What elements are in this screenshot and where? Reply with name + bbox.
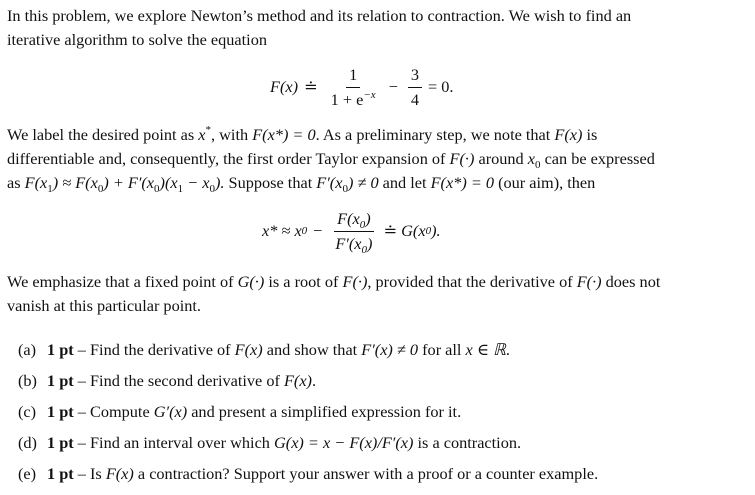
taylor-paragraph (7, 123, 747, 195)
p2-math: ) ≠ 0 (347, 173, 379, 192)
eq2-lhs: x* ≈ x (262, 221, 302, 240)
p2-text: (our aim), then (494, 173, 596, 192)
part-label: (a) (18, 340, 37, 359)
p2-math: ) ≈ F(x (52, 173, 98, 192)
question-parts-list (18, 339, 598, 494)
p2-math: F′(x (316, 173, 343, 192)
part-math: F′(x) ≠ 0 (361, 340, 419, 359)
p3-text: We emphasize that a fixed point of (7, 272, 238, 291)
part-math: F(x) (234, 340, 263, 359)
eq2-minus: − (313, 221, 323, 240)
p2-text: is (582, 125, 598, 144)
part-c (18, 401, 598, 432)
p2-math: x (527, 149, 535, 168)
taylor-text (7, 123, 747, 195)
p3-text: does not (601, 272, 661, 291)
eq1-frac1-denominator (328, 88, 379, 110)
part-text: – Compute (73, 402, 154, 421)
eq1-fraction-2 (408, 65, 422, 110)
p2-text: can be expressed (540, 149, 655, 168)
part-text: for all (418, 340, 466, 359)
p2-text: . As a preliminary step, we note that (315, 125, 555, 144)
eq1-frac2-denominator: 4 (410, 89, 420, 109)
eq2-num: F(x (337, 208, 360, 228)
part-math: G′(x) (153, 402, 188, 421)
p3-text: vanish at this particular point. (7, 296, 201, 315)
p2-math: F(·) (449, 149, 475, 168)
p3-math: G(·) (237, 272, 265, 291)
eq2-num-end: ) (365, 208, 371, 228)
p2-text: differentiable and, consequently, the first order Taylor expansion of (7, 149, 450, 168)
part-text: . (505, 340, 510, 359)
p2-math: F(x (24, 173, 48, 192)
part-a (18, 339, 598, 370)
part-text: is a contraction. (413, 433, 522, 452)
part-label: (b) (18, 371, 37, 390)
p2-text: as (7, 173, 25, 192)
eq2-rhs: ≐ G(x (383, 221, 426, 240)
part-points: 1 pt (47, 402, 74, 421)
part-points: 1 pt (47, 371, 74, 390)
eq1-fraction-1 (328, 65, 379, 110)
eq1-lhs: F(x) (270, 77, 299, 96)
part-math: F(x) (283, 371, 312, 390)
p2-text: and let (378, 173, 431, 192)
part-math: G(x) = x − F(x)/F′(x) (274, 433, 414, 452)
part-text: and present a simplified expression for it. (187, 402, 462, 421)
part-e (18, 463, 598, 494)
eq1-frac1-den-exp: −x (363, 88, 376, 101)
p2-text: around (474, 149, 528, 168)
part-label: (e) (18, 464, 37, 483)
p3-math: F(·) (576, 272, 602, 291)
problem-text (7, 4, 747, 52)
p2-math: F(x) (554, 125, 583, 144)
eq2-denominator (332, 232, 375, 254)
eq1-frac1-numerator: 1 (346, 65, 360, 88)
p2-sub: 0 (154, 183, 160, 195)
eq2-num-sub: 0 (359, 218, 366, 231)
part-text: . (311, 371, 317, 390)
p2-math: (x*) = 0 (262, 125, 316, 144)
eq1-frac1-den-base: 1 + e (330, 89, 364, 109)
p2-sub: 1 (177, 183, 184, 195)
intro-line-2: iterative algorithm to solve the equation (7, 30, 267, 49)
eq1-rhs: = 0. (428, 77, 454, 96)
p2-text: Suppose that (224, 173, 317, 192)
part-label: (c) (18, 402, 37, 421)
part-points: 1 pt (47, 340, 74, 359)
eq2-den: F′(x (335, 233, 362, 253)
p2-math: )(x (159, 173, 178, 192)
part-label: (d) (18, 433, 37, 452)
p3-text: , provided that the derivative of (367, 272, 577, 291)
p2-math: x (198, 125, 206, 144)
eq2-numerator (334, 209, 374, 232)
eq2-fraction (332, 209, 375, 254)
part-text: and show that (262, 340, 362, 359)
part-text: – Find the second derivative of (73, 371, 284, 390)
eq2-den-end: ) (367, 233, 373, 253)
eq1-frac2-numerator: 3 (408, 65, 422, 88)
equation-definition (270, 62, 453, 112)
p3-text: is a root of (264, 272, 343, 291)
eq1-rel: ≐ (304, 77, 318, 96)
p2-sub: 0 (535, 159, 541, 171)
intro-line-1: In this problem, we explore Newton’s method and its relation to contraction. We wish to find an (7, 6, 632, 25)
fixed-point-paragraph (7, 270, 747, 318)
equation-newton-step: x* ≈ x 0 − $\frac{F(x_0)}{F'(x_0)}$ ≐ G(x 0 ). (262, 208, 441, 256)
part-text: – Is (73, 464, 106, 483)
part-text: a contraction? Support your answer with a proof or a counter example. (133, 464, 599, 483)
p2-math: F(x*) = 0 (430, 173, 495, 192)
p2-sub: 0 (342, 183, 348, 195)
part-b (18, 370, 598, 401)
p3-math: F(·) (342, 272, 368, 291)
fixed-point-text (7, 270, 747, 318)
p2-math: ). (214, 173, 225, 192)
intro-paragraph (7, 4, 747, 52)
part-points: 1 pt (47, 464, 74, 483)
eq2-rhs-end: ). (431, 221, 441, 240)
part-math: F(x) (105, 464, 134, 483)
p2-math: F (252, 125, 263, 144)
eq2-den-sub: 0 (361, 243, 368, 256)
p2-sub: 0 (97, 183, 104, 195)
p2-sub: 0 (209, 183, 215, 195)
eq1-minus: − (388, 77, 398, 96)
p2-math: ) + F′(x (103, 173, 155, 192)
p2-text: , with (211, 125, 253, 144)
p2-math: − x (183, 173, 210, 192)
p2-sub: 1 (47, 183, 53, 195)
part-d (18, 432, 598, 463)
part-text: – Find an interval over which (73, 433, 275, 452)
part-text: – Find the derivative of (73, 340, 235, 359)
part-math: x ∈ ℝ (465, 340, 506, 359)
p2-text: We label the desired point as (7, 125, 199, 144)
p2-sup: * (205, 124, 212, 136)
part-points: 1 pt (47, 433, 74, 452)
